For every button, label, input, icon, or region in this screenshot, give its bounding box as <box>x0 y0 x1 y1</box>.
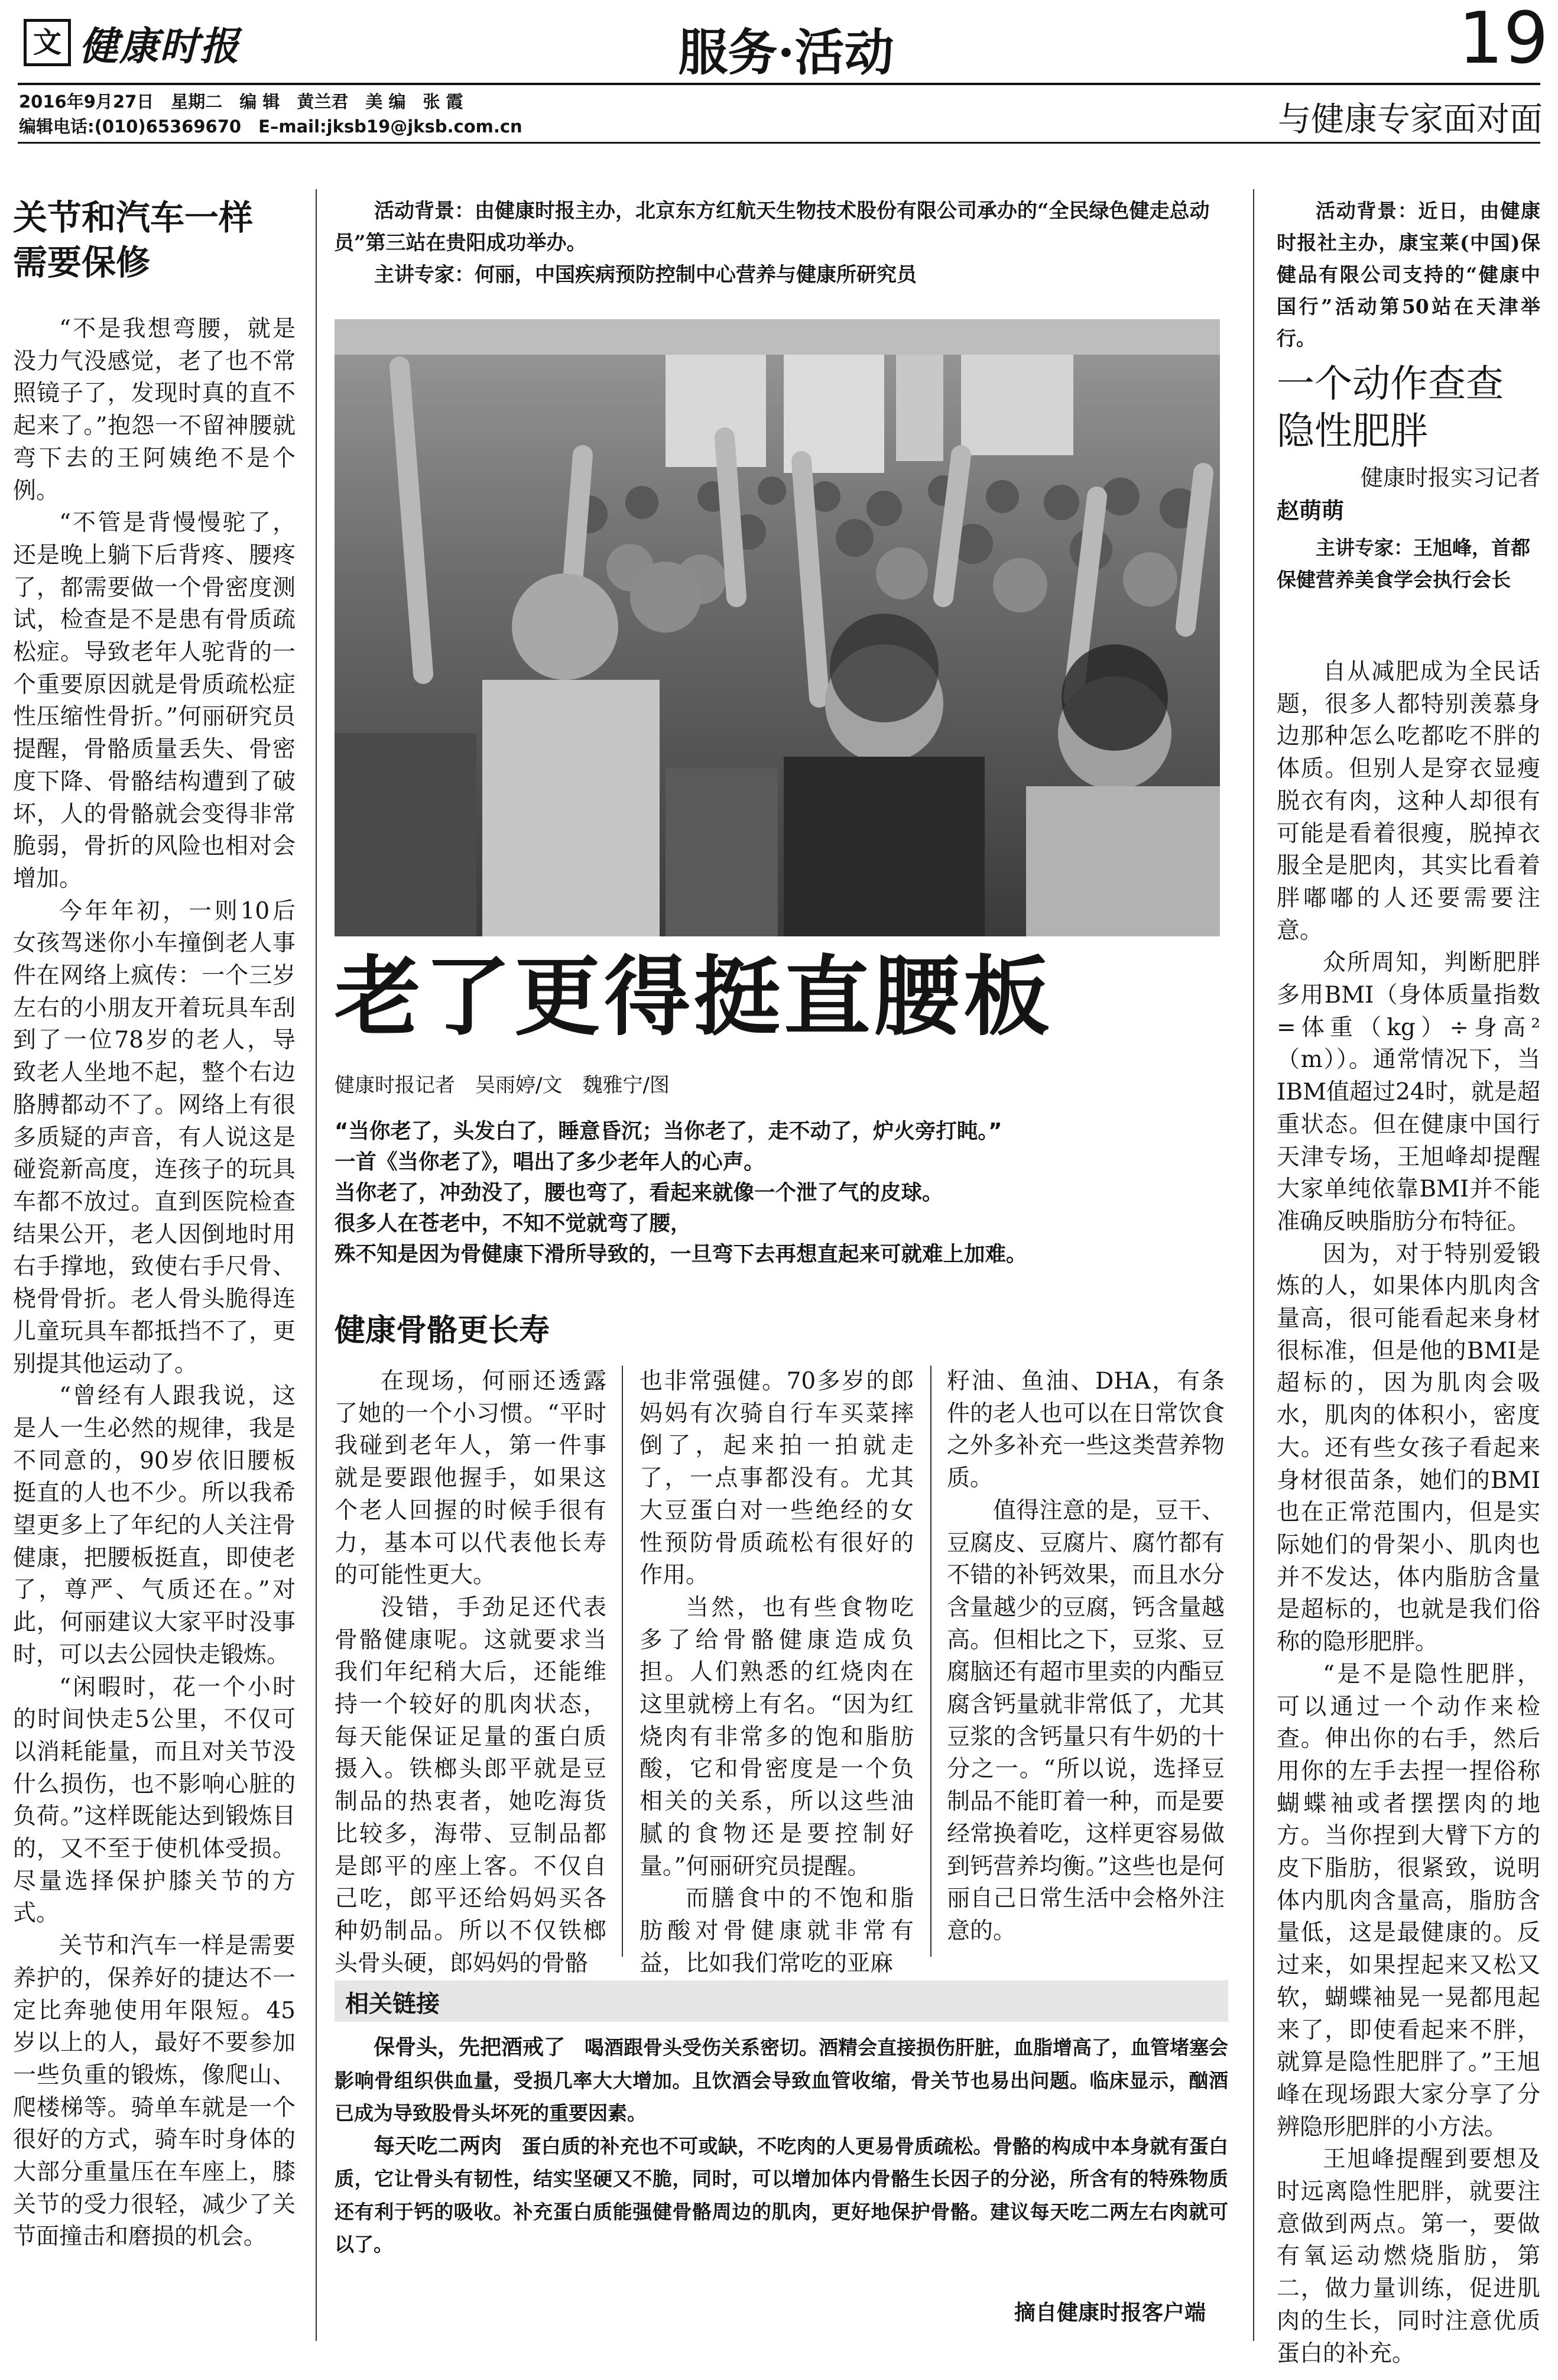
expert-label: 主讲专家： <box>374 263 475 287</box>
headline-line: 一个动作查查 <box>1277 362 1504 406</box>
section-title: 服务·活动 <box>678 23 894 82</box>
paragraph: 而膳食中的不饱和脂肪酸对骨健康就非常有益，比如我们常吃的亚麻 <box>640 1885 914 1977</box>
paragraph: 籽油、鱼油、DHA，有条件的老人也可以在日常饮食之外多补充一些这类营养物质。 <box>947 1368 1225 1492</box>
link-source: 摘自健康时报客户端 <box>1014 2301 1206 2325</box>
newspaper-logo <box>24 15 254 70</box>
paragraph: 今年年初，一则10后女孩驾迷你小车撞倒老人事件在网络上疯传：一个三岁左右的小朋友开着玩具车刮到了一位78岁的老人，导致老人坐地不起，整个右边胳膊都动不了。网络上有很多质疑的声音，有人说这是碰瓷新高度，连孩子的玩具车都不放过。直到医院检查结果公开，老人因倒地时用右手撑地，致使右手尺骨、桡骨骨折。老人骨头脆得连儿童玩具车都抵挡不了，更别提其他运动了。 <box>13 897 296 1377</box>
main-headline: 老了更得挺直腰板 <box>335 946 1053 1048</box>
newspaper-name: 健康时报 <box>79 22 240 69</box>
center-column-2 <box>640 1366 914 1980</box>
link-item-text: 喝酒跟骨头受伤关系密切。酒精会直接损伤肝脏，血脂增高了，血管堵塞会影响骨组织供血量，受损几率大大增加。且饮酒会导致血管收缩，骨关节也易出问题。临床显示，酗酒已成为导致股骨头坏死的重要因素。 <box>335 2036 1229 2125</box>
intro-line: 殊不知是因为骨健康下滑所导致的，一旦弯下去再想直起来可就难上加难。 <box>335 1242 1027 1266</box>
paragraph: 也非常强健。70多岁的郎妈妈有次骑自行车买菜摔倒了，起来拍一拍就走了，一点事都没有。尤其大豆蛋白对一些绝经的女性预防骨质疏松有很好的作用。 <box>640 1368 914 1589</box>
related-links-title: 相关链接 <box>345 1990 440 2018</box>
paragraph: “闲暇时，花一个小时的时间快走5公里，不仅可以消耗能量，而且对关节没什么损伤，也不影响心脏的负荷。”这样既能达到锻炼目的，又不至于使机体受损。尽量选择保护膝关节的方式。 <box>13 1674 296 1927</box>
paragraph: “曾经有人跟我说，这是人一生必然的规律，我是不同意的，90岁依旧腰板挺直的人也不少。所以我希望更多上了年纪的人关注骨健康，把腰板挺直，即使老了，尊严、气质还在。”对此，何丽建议大家平时没事时，可以去公园快走锻炼。 <box>13 1383 296 1668</box>
reporter-name: 赵萌萌 <box>1277 498 1345 524</box>
masthead-bottom-rule <box>18 142 1540 144</box>
paragraph: 自从减肥成为全民话题，很多人都特别羡慕身边那种怎么吃都吃不胖的体质。但别人是穿衣显瘦脱衣有肉，这种人却很有可能是看着很瘦，脱掉衣服全是肥肉，其实比看着胖嘟嘟的人还要需要注意。 <box>1277 659 1540 944</box>
expert-label: 主讲专家： <box>1316 536 1413 559</box>
event-photo <box>335 319 1220 936</box>
expert-text: 何丽，中国疾病预防控制中心营养与健康所研究员 <box>475 263 917 287</box>
headline-line: 需要保修 <box>13 242 151 283</box>
column-divider-left <box>316 189 317 2341</box>
link-item-text: 蛋白质的补充也不可或缺，不吃肉的人更易骨质疏松。骨骼的构成中本身就有蛋白质，它让骨头有韧性，结实坚硬又不脆，同时，可以增加体内骨骼生长因子的分泌，所含有的特殊物质还有利于钙的吸收。补充蛋白质能强健骨骼周边的肌肉，更好地保护骨骼。建议每天吃二两左右肉就可以了。 <box>335 2134 1229 2256</box>
paragraph: 王旭峰提醒到要想及时远离隐性肥胖，就要注意做到两点。第一，要做有氧运动燃烧脂肪，第二，做力量训练，促进肌肉的生长，同时注意优质蛋白的补充。 <box>1277 2146 1540 2367</box>
intro-line: “当你老了，头发白了，睡意昏沉；当你老了，走不动了，炉火旁打盹。” <box>335 1119 1002 1143</box>
background-label: 活动背景： <box>1316 199 1419 222</box>
headline-line: 关节和汽车一样 <box>13 197 254 238</box>
right-reporter <box>1277 461 1540 527</box>
left-article-headline <box>13 195 320 285</box>
paragraph: “不是我想弯腰，就是没力气没感觉，老了也不常照镜子了，发现时真的直不起来了。”抱怨一不留神腰就弯下去的王阿姨绝不是个例。 <box>13 316 296 504</box>
headline-line: 隐性肥胖 <box>1277 410 1428 453</box>
link-item <box>335 2031 1228 2130</box>
intro-line: 一首《当你老了》，唱出了多少老年人的心声。 <box>335 1150 765 1174</box>
link-item-lead: 每天吃二两肉 <box>374 2133 502 2158</box>
paragraph: 没错，手劲足还代表骨骼健康呢。这就要求当我们年纪稍大后，还能维持一个较好的肌肉状态，每天能保证足量的蛋白质摄入。铁榔头郎平就是豆制品的热衷者，她吃海货比较多，海带、豆制品都是郎平的座上客。不仅自己吃，郎平还给妈妈买各种奶制品。所以不仅铁榔头骨头硬，郎妈妈的骨骼 <box>335 1594 606 1977</box>
paragraph: “是不是隐性肥胖，可以通过一个动作来检查。伸出你的右手，然后用你的左手去捏一捏俗称蝴蝶袖或者摆摆肉的地方。当你捏到大臂下方的皮下脂肪，很紧致，说明体内肌肉含量高，脂肪含量低，这是最健康的。反过来，如果捏起来又松又软，蝴蝶袖晃一晃都甩起来了，即使看起来不胖，就算是隐性肥胖了。”王旭峰在现场跟大家分享了分辨隐形肥胖的小方法。 <box>1277 1661 1540 2141</box>
center-column-1 <box>335 1366 606 1980</box>
reporter-label: 健康时报实习记者 <box>1360 465 1540 491</box>
intro-line: 很多人在苍老中，不知不觉就弯了腰， <box>335 1211 692 1236</box>
paragraph: “不管是背慢慢驼了，还是晚上躺下后背疼、腰疼了，都需要做一个骨密度测试，检查是不是患有骨质疏松症。导致老年人驼背的一个重要原因就是骨质疏松症性压缩性骨折。”何丽研究员提醒，骨骼质量丢失、骨密度下降、骨骼结构遭到了破坏，人的骨骼就会变得非常脆弱，骨折的风险也相对会增加。 <box>13 510 296 892</box>
left-article-body <box>13 313 296 2253</box>
crowd-photo-illustration <box>335 319 1220 936</box>
contact-line: 编辑电话:(010)65369670 E–mail:jksb19@jksb.com.cn <box>19 116 522 137</box>
masthead-rule <box>18 83 1540 85</box>
paragraph: 众所周知，判断肥胖多用BMI（身体质量指数=体重（kg）÷身高²（m））。通常情况下，当IBM值超过24时，就是超重状态。但在健康中国行天津专场，王旭峰却提醒大家单纯依靠BMI并不能准确反映脂肪分布特征。 <box>1277 949 1540 1235</box>
subheading: 健康骨骼更长寿 <box>335 1313 550 1348</box>
event-background <box>334 195 1238 291</box>
right-event-background <box>1277 195 1540 355</box>
intro-line: 当你老了，冲劲没了，腰也弯了，看起来就像一个泄了气的皮球。 <box>335 1181 943 1205</box>
column-divider-c2 <box>930 1366 931 1957</box>
column-divider-c1 <box>622 1366 623 1957</box>
paragraph: 值得注意的是，豆干、豆腐皮、豆腐片、腐竹都有不错的补钙效果，而且水分含量越少的豆腐，钙含量越高。但相比之下，豆浆、豆腐脑还有超市里卖的内酯豆腐含钙量就非常低了，尤其豆浆的含钙量只有牛奶的十分之一。“所以说，选择豆制品不能盯着一种，而是要经常换着吃，这样更容易做到钙营养均衡。”这些也是何丽自己日常生活中会格外注意的。 <box>947 1497 1225 1944</box>
related-links-body <box>335 2031 1228 2261</box>
link-item <box>335 2130 1228 2261</box>
background-text: 近日，由健康时报社主办，康宝莱(中国)保健品有限公司支持的“健康中国行”活动第50站在天津举行。 <box>1277 199 1541 350</box>
paragraph: 关节和汽车一样是需要养护的，保养好的捷达不一定比奔驰使用年限短。45岁以上的人，最好不要参加一些负重的锻炼，像爬山、爬楼梯等。骑单车就是一个很好的方式，骑车时身体的大部分重量压在车座上，膝关节的受力很轻，减少了关节面撞击和磨损的机会。 <box>13 1932 296 2251</box>
right-article-headline <box>1277 361 1540 455</box>
expert-text: 王旭峰，首都保健营养美食学会执行会长 <box>1277 536 1530 591</box>
page-number: 19 <box>1458 0 1549 80</box>
link-item-lead: 保骨头，先把酒戒了 <box>374 2035 566 2060</box>
right-article-body <box>1277 656 1540 2370</box>
paragraph: 当然，也有些食物吃多了给骨骼健康造成负担。人们熟悉的红烧肉在这里就榜上有名。“因为红烧肉有非常多的饱和脂肪酸，它和骨密度是一个负相关的关系，所以这些油腻的食物还是要控制好量。”何丽研究员提醒。 <box>640 1594 914 1880</box>
related-links-bar <box>335 1980 1228 2022</box>
background-text: 由健康时报主办，北京东方红航天生物技术股份有限公司承办的“全民绿色健走总动员”第三站在贵阳成功举办。 <box>334 199 1210 255</box>
article-intro <box>335 1116 1239 1270</box>
column-name: 与健康专家面对面 <box>1278 100 1543 139</box>
column-divider-right <box>1253 189 1254 2341</box>
paragraph: 在现场，何丽还透露了她的一个小习惯。“平时我碰到老年人，第一件事就是要跟他握手，如果这个老人回握的时候手很有力，基本可以代表他长寿的可能性更大。 <box>335 1368 606 1589</box>
date-editor-line: 2016年9月27日 星期二 编 辑 黄兰君 美 编 张 霞 <box>19 92 463 112</box>
background-label: 活动背景： <box>374 199 475 223</box>
byline: 健康时报记者 吴雨婷/文 魏雅宁/图 <box>335 1074 670 1097</box>
center-column-3 <box>947 1366 1225 1948</box>
right-expert <box>1277 532 1540 596</box>
logo-mark: 文 <box>24 19 71 66</box>
paragraph: 因为，对于特别爱锻炼的人，如果体内肌肉含量高，很可能看起来身材很标准，但是他的BMI是超标的，因为肌肉会吸水，肌肉的体积小，密度大。还有些女孩子看起来身材很苗条，她们的BMI也在正常范围内，但是实际她们的骨架小、肌肉也并不发达，体内脂肪含量是超标的，也就是我们俗称的隐形肥胖。 <box>1277 1240 1540 1656</box>
